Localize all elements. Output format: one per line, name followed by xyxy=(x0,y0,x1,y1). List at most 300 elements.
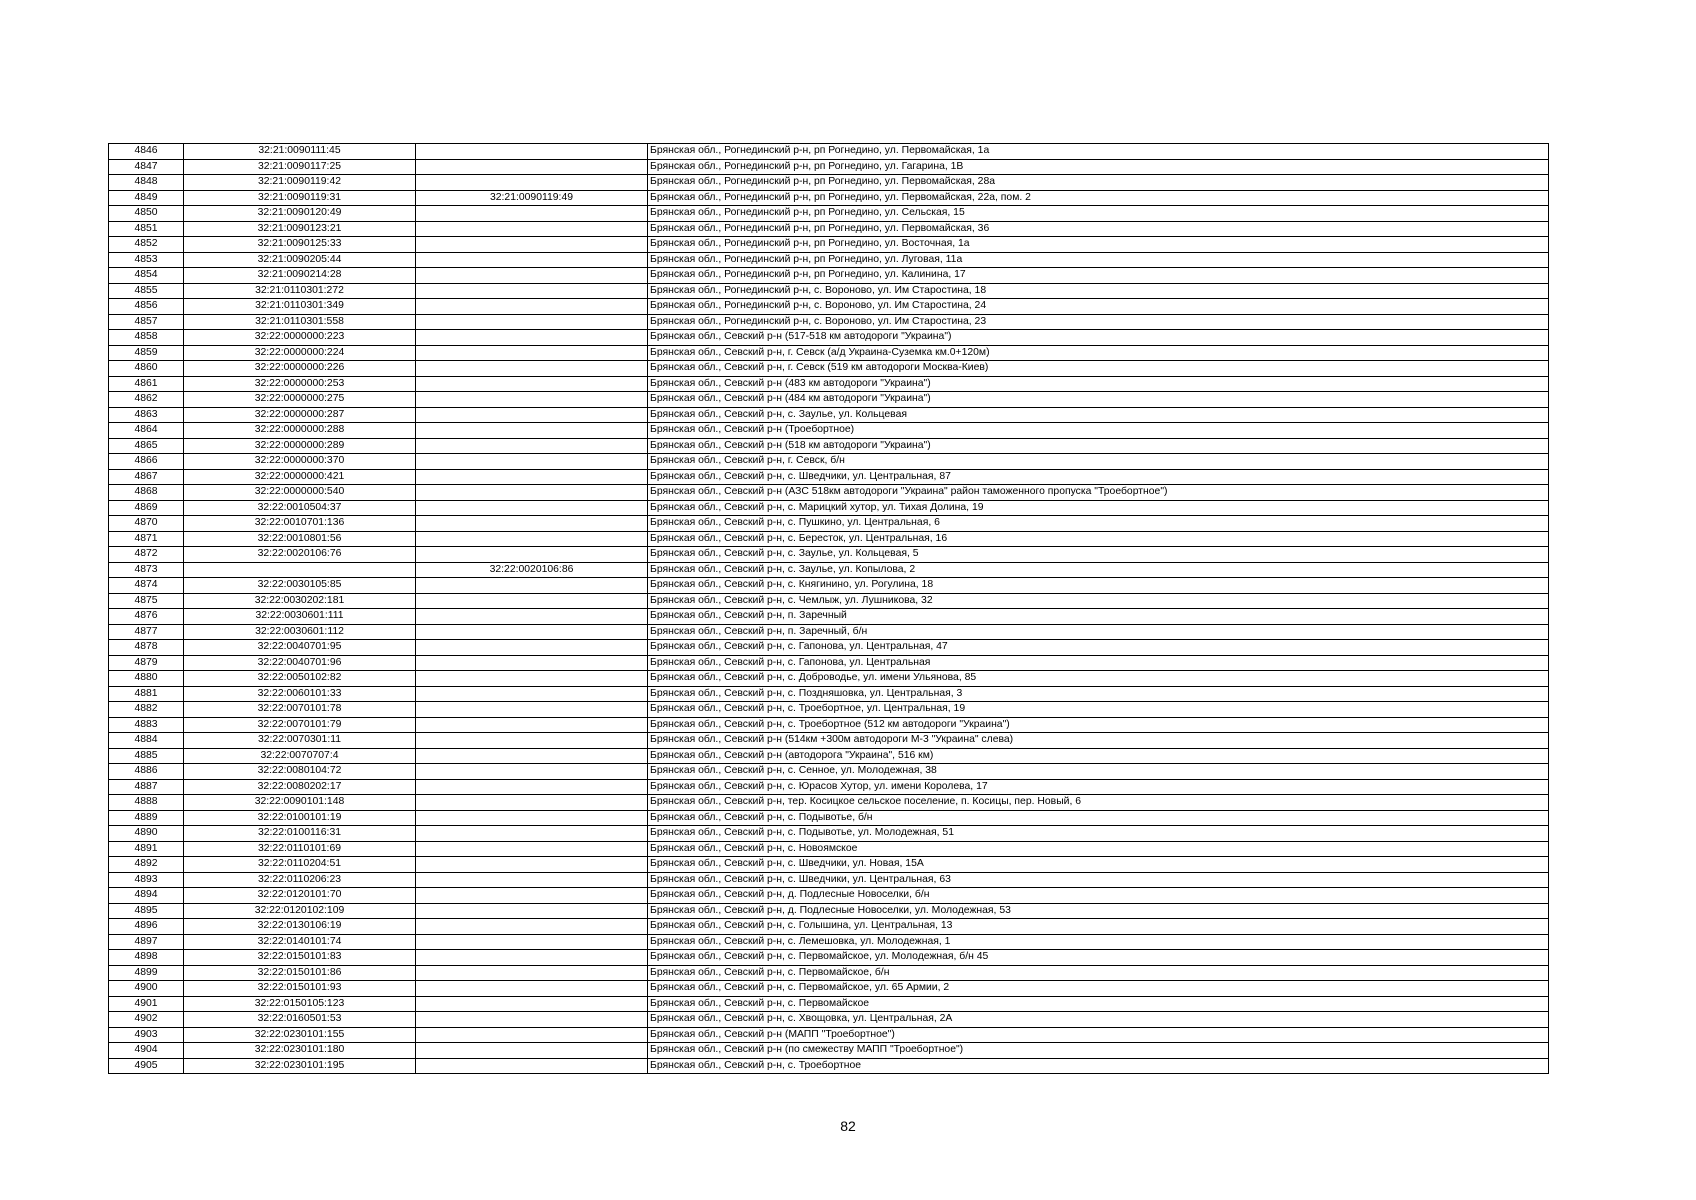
table-row xyxy=(109,857,1549,873)
table-row xyxy=(109,159,1549,175)
linked-cadastral-number-cell xyxy=(416,283,648,299)
cadastral-number-cell: 32:21:0090205:44 xyxy=(184,252,416,268)
cadastral-number-cell: 32:21:0110301:272 xyxy=(184,283,416,299)
table-row xyxy=(109,671,1549,687)
cadastral-number-cell: 32:22:0030105:85 xyxy=(184,578,416,594)
cadastral-number-cell: 32:22:0230101:195 xyxy=(184,1058,416,1074)
linked-cadastral-number-cell xyxy=(416,454,648,470)
linked-cadastral-number-cell xyxy=(416,888,648,904)
row-number-cell: 4862 xyxy=(109,392,184,408)
linked-cadastral-number-cell xyxy=(416,330,648,346)
table-row xyxy=(109,795,1549,811)
linked-cadastral-number-cell xyxy=(416,795,648,811)
cadastral-number-cell: 32:22:0130106:19 xyxy=(184,919,416,935)
cadastral-number-cell: 32:22:0030601:112 xyxy=(184,624,416,640)
table-row xyxy=(109,454,1549,470)
cadastral-number-cell: 32:22:0000000:226 xyxy=(184,361,416,377)
address-cell: Брянская обл., Севский р-н, с. Гапонова, ул. Центральная xyxy=(648,655,1549,671)
table-row xyxy=(109,578,1549,594)
linked-cadastral-number-cell xyxy=(416,175,648,191)
cadastral-number-cell: 32:22:0010701:136 xyxy=(184,516,416,532)
linked-cadastral-number-cell xyxy=(416,919,648,935)
row-number-cell: 4891 xyxy=(109,841,184,857)
table-row xyxy=(109,1012,1549,1028)
row-number-cell: 4888 xyxy=(109,795,184,811)
linked-cadastral-number-cell xyxy=(416,779,648,795)
table-row xyxy=(109,268,1549,284)
table-row xyxy=(109,779,1549,795)
table-row xyxy=(109,903,1549,919)
address-cell: Брянская обл., Рогнединский р-н, рп Рогнедино, ул. Калинина, 17 xyxy=(648,268,1549,284)
linked-cadastral-number-cell xyxy=(416,655,648,671)
linked-cadastral-number-cell xyxy=(416,159,648,175)
row-number-cell: 4878 xyxy=(109,640,184,656)
cadastral-number-cell: 32:22:0110101:69 xyxy=(184,841,416,857)
row-number-cell: 4863 xyxy=(109,407,184,423)
cadastral-number-cell: 32:22:0120102:109 xyxy=(184,903,416,919)
address-cell: Брянская обл., Рогнединский р-н, с. Вороново, ул. Им Старостина, 24 xyxy=(648,299,1549,315)
table-row xyxy=(109,981,1549,997)
row-number-cell: 4847 xyxy=(109,159,184,175)
table-row xyxy=(109,299,1549,315)
linked-cadastral-number-cell xyxy=(416,1043,648,1059)
row-number-cell: 4870 xyxy=(109,516,184,532)
address-cell: Брянская обл., Рогнединский р-н, с. Вороново, ул. Им Старостина, 23 xyxy=(648,314,1549,330)
linked-cadastral-number-cell xyxy=(416,345,648,361)
row-number-cell: 4851 xyxy=(109,221,184,237)
linked-cadastral-number-cell xyxy=(416,965,648,981)
row-number-cell: 4896 xyxy=(109,919,184,935)
cadastral-number-cell: 32:22:0000000:370 xyxy=(184,454,416,470)
row-number-cell: 4873 xyxy=(109,562,184,578)
linked-cadastral-number-cell xyxy=(416,950,648,966)
cadastral-number-cell: 32:22:0000000:223 xyxy=(184,330,416,346)
linked-cadastral-number-cell xyxy=(416,407,648,423)
address-cell: Брянская обл., Севский р-н (517-518 км автодороги "Украина") xyxy=(648,330,1549,346)
table-row xyxy=(109,516,1549,532)
address-cell: Брянская обл., Севский р-н, с. Хвощовка, ул. Центральная, 2А xyxy=(648,1012,1549,1028)
linked-cadastral-number-cell xyxy=(416,547,648,563)
address-cell: Брянская обл., Севский р-н, с. Шведчики, ул. Центральная, 63 xyxy=(648,872,1549,888)
address-cell: Брянская обл., Севский р-н, с. Шведчики, ул. Центральная, 87 xyxy=(648,469,1549,485)
address-cell: Брянская обл., Севский р-н, с. Подывотье, ул. Молодежная, 51 xyxy=(648,826,1549,842)
cadastral-number-cell: 32:22:0230101:180 xyxy=(184,1043,416,1059)
linked-cadastral-number-cell xyxy=(416,252,648,268)
row-number-cell: 4900 xyxy=(109,981,184,997)
cadastral-number-cell: 32:21:0090119:42 xyxy=(184,175,416,191)
linked-cadastral-number-cell xyxy=(416,531,648,547)
address-cell: Брянская обл., Севский р-н, тер. Косицкое сельское поселение, п. Косицы, пер. Новый, 6 xyxy=(648,795,1549,811)
address-cell: Брянская обл., Севский р-н (автодорога "Украина", 516 км) xyxy=(648,748,1549,764)
row-number-cell: 4871 xyxy=(109,531,184,547)
row-number-cell: 4875 xyxy=(109,593,184,609)
address-cell: Брянская обл., Севский р-н, с. Первомайское xyxy=(648,996,1549,1012)
cadastral-number-cell: 32:22:0040701:96 xyxy=(184,655,416,671)
address-cell: Брянская обл., Севский р-н, с. Доброводье, ул. имени Ульянова, 85 xyxy=(648,671,1549,687)
table-row xyxy=(109,888,1549,904)
row-number-cell: 4860 xyxy=(109,361,184,377)
row-number-cell: 4882 xyxy=(109,702,184,718)
table-row xyxy=(109,345,1549,361)
table-row xyxy=(109,485,1549,501)
row-number-cell: 4889 xyxy=(109,810,184,826)
address-cell: Брянская обл., Севский р-н, с. Пушкино, ул. Центральная, 6 xyxy=(648,516,1549,532)
address-cell: Брянская обл., Рогнединский р-н, рп Рогнедино, ул. Первомайская, 28а xyxy=(648,175,1549,191)
address-cell: Брянская обл., Севский р-н, с. Сенное, ул. Молодежная, 38 xyxy=(648,764,1549,780)
linked-cadastral-number-cell xyxy=(416,609,648,625)
row-number-cell: 4854 xyxy=(109,268,184,284)
address-cell: Брянская обл., Рогнединский р-н, рп Рогнедино, ул. Первомайская, 22а, пом. 2 xyxy=(648,190,1549,206)
cadastral-number-cell: 32:22:0150101:83 xyxy=(184,950,416,966)
address-cell: Брянская обл., Севский р-н, г. Севск (519 км автодороги Москва-Киев) xyxy=(648,361,1549,377)
row-number-cell: 4883 xyxy=(109,717,184,733)
table-row xyxy=(109,872,1549,888)
cadastral-number-cell: 32:21:0090123:21 xyxy=(184,221,416,237)
row-number-cell: 4856 xyxy=(109,299,184,315)
table-row xyxy=(109,686,1549,702)
address-cell: Брянская обл., Севский р-н, с. Первомайское, б/н xyxy=(648,965,1549,981)
address-cell: Брянская обл., Севский р-н, с. Лемешовка, ул. Молодежная, 1 xyxy=(648,934,1549,950)
address-cell: Брянская обл., Севский р-н, д. Подлесные Новоселки, б/н xyxy=(648,888,1549,904)
linked-cadastral-number-cell xyxy=(416,996,648,1012)
linked-cadastral-number-cell xyxy=(416,826,648,842)
row-number-cell: 4869 xyxy=(109,500,184,516)
cadastral-number-cell xyxy=(184,562,416,578)
row-number-cell: 4884 xyxy=(109,733,184,749)
row-number-cell: 4865 xyxy=(109,438,184,454)
cadastral-number-cell: 32:22:0070707:4 xyxy=(184,748,416,764)
table-row xyxy=(109,748,1549,764)
address-cell: Брянская обл., Рогнединский р-н, рп Рогнедино, ул. Восточная, 1а xyxy=(648,237,1549,253)
cadastral-number-cell: 32:22:0010504:37 xyxy=(184,500,416,516)
table-row xyxy=(109,547,1549,563)
table-row xyxy=(109,717,1549,733)
table-row xyxy=(109,919,1549,935)
page-number: 82 xyxy=(840,1118,856,1134)
row-number-cell: 4857 xyxy=(109,314,184,330)
table-row xyxy=(109,934,1549,950)
table-row xyxy=(109,190,1549,206)
table-row xyxy=(109,609,1549,625)
linked-cadastral-number-cell xyxy=(416,299,648,315)
table-row xyxy=(109,562,1549,578)
address-cell: Брянская обл., Севский р-н, п. Заречный, б/н xyxy=(648,624,1549,640)
table-row xyxy=(109,252,1549,268)
linked-cadastral-number-cell: 32:22:0020106:86 xyxy=(416,562,648,578)
row-number-cell: 4877 xyxy=(109,624,184,640)
linked-cadastral-number-cell xyxy=(416,268,648,284)
table-row xyxy=(109,996,1549,1012)
address-cell: Брянская обл., Севский р-н, с. Голышина, ул. Центральная, 13 xyxy=(648,919,1549,935)
cadastral-number-cell: 32:22:0030202:181 xyxy=(184,593,416,609)
linked-cadastral-number-cell xyxy=(416,392,648,408)
table-row xyxy=(109,733,1549,749)
address-cell: Брянская обл., Севский р-н, с. Юрасов Хутор, ул. имени Королева, 17 xyxy=(648,779,1549,795)
address-cell: Брянская обл., Рогнединский р-н, рп Рогнедино, ул. Первомайская, 36 xyxy=(648,221,1549,237)
linked-cadastral-number-cell xyxy=(416,438,648,454)
address-cell: Брянская обл., Севский р-н, с. Первомайское, ул. Молодежная, б/н 45 xyxy=(648,950,1549,966)
row-number-cell: 4866 xyxy=(109,454,184,470)
row-number-cell: 4901 xyxy=(109,996,184,1012)
row-number-cell: 4876 xyxy=(109,609,184,625)
cadastral-number-cell: 32:22:0020106:76 xyxy=(184,547,416,563)
cadastral-number-cell: 32:22:0080202:17 xyxy=(184,779,416,795)
cadastral-number-cell: 32:22:0160501:53 xyxy=(184,1012,416,1028)
linked-cadastral-number-cell xyxy=(416,857,648,873)
cadastral-number-cell: 32:21:0110301:558 xyxy=(184,314,416,330)
linked-cadastral-number-cell xyxy=(416,1058,648,1074)
row-number-cell: 4861 xyxy=(109,376,184,392)
linked-cadastral-number-cell xyxy=(416,671,648,687)
cadastral-number-cell: 32:22:0140101:74 xyxy=(184,934,416,950)
cadastral-number-cell: 32:21:0090111:45 xyxy=(184,144,416,160)
cadastral-number-cell: 32:21:0090119:31 xyxy=(184,190,416,206)
table-row xyxy=(109,593,1549,609)
address-cell: Брянская обл., Севский р-н (АЗС 518км автодороги "Украина" район таможенного пропуска "Троебортное") xyxy=(648,485,1549,501)
table-row xyxy=(109,144,1549,160)
linked-cadastral-number-cell xyxy=(416,702,648,718)
address-cell: Брянская обл., Севский р-н, с. Заулье, ул. Кольцевая, 5 xyxy=(648,547,1549,563)
row-number-cell: 4858 xyxy=(109,330,184,346)
cadastral-number-cell: 32:22:0000000:289 xyxy=(184,438,416,454)
cadastral-number-cell: 32:22:0040701:95 xyxy=(184,640,416,656)
row-number-cell: 4902 xyxy=(109,1012,184,1028)
linked-cadastral-number-cell xyxy=(416,423,648,439)
cadastral-number-cell: 32:22:0120101:70 xyxy=(184,888,416,904)
row-number-cell: 4849 xyxy=(109,190,184,206)
address-cell: Брянская обл., Севский р-н, п. Заречный xyxy=(648,609,1549,625)
address-cell: Брянская обл., Рогнединский р-н, с. Вороново, ул. Им Старостина, 18 xyxy=(648,283,1549,299)
cadastral-number-cell: 32:22:0000000:287 xyxy=(184,407,416,423)
linked-cadastral-number-cell xyxy=(416,361,648,377)
linked-cadastral-number-cell: 32:21:0090119:49 xyxy=(416,190,648,206)
table-row xyxy=(109,1027,1549,1043)
linked-cadastral-number-cell xyxy=(416,206,648,222)
table-row xyxy=(109,314,1549,330)
row-number-cell: 4846 xyxy=(109,144,184,160)
linked-cadastral-number-cell xyxy=(416,934,648,950)
table-row xyxy=(109,438,1549,454)
row-number-cell: 4887 xyxy=(109,779,184,795)
linked-cadastral-number-cell xyxy=(416,237,648,253)
table-row xyxy=(109,423,1549,439)
address-cell: Брянская обл., Севский р-н (МАПП "Троебортное") xyxy=(648,1027,1549,1043)
row-number-cell: 4853 xyxy=(109,252,184,268)
linked-cadastral-number-cell xyxy=(416,624,648,640)
table-row xyxy=(109,376,1549,392)
address-cell: Брянская обл., Севский р-н (483 км автодороги "Украина") xyxy=(648,376,1549,392)
table-row xyxy=(109,764,1549,780)
table-row xyxy=(109,640,1549,656)
cadastral-number-cell: 32:22:0000000:421 xyxy=(184,469,416,485)
linked-cadastral-number-cell xyxy=(416,469,648,485)
address-cell: Брянская обл., Севский р-н, с. Шведчики, ул. Новая, 15А xyxy=(648,857,1549,873)
row-number-cell: 4894 xyxy=(109,888,184,904)
row-number-cell: 4885 xyxy=(109,748,184,764)
table-row xyxy=(109,950,1549,966)
cadastral-number-cell: 32:22:0000000:275 xyxy=(184,392,416,408)
cadastral-number-cell: 32:22:0110206:23 xyxy=(184,872,416,888)
row-number-cell: 4898 xyxy=(109,950,184,966)
linked-cadastral-number-cell xyxy=(416,516,648,532)
row-number-cell: 4892 xyxy=(109,857,184,873)
row-number-cell: 4874 xyxy=(109,578,184,594)
row-number-cell: 4905 xyxy=(109,1058,184,1074)
cadastral-number-cell: 32:22:0150101:86 xyxy=(184,965,416,981)
row-number-cell: 4879 xyxy=(109,655,184,671)
address-cell: Брянская обл., Севский р-н (484 км автодороги "Украина") xyxy=(648,392,1549,408)
row-number-cell: 4864 xyxy=(109,423,184,439)
row-number-cell: 4868 xyxy=(109,485,184,501)
cadastral-number-cell: 32:22:0150101:93 xyxy=(184,981,416,997)
table-row xyxy=(109,361,1549,377)
row-number-cell: 4890 xyxy=(109,826,184,842)
row-number-cell: 4899 xyxy=(109,965,184,981)
linked-cadastral-number-cell xyxy=(416,376,648,392)
table-row xyxy=(109,206,1549,222)
table-row xyxy=(109,1058,1549,1074)
cadastral-number-cell: 32:22:0070101:79 xyxy=(184,717,416,733)
row-number-cell: 4850 xyxy=(109,206,184,222)
linked-cadastral-number-cell xyxy=(416,764,648,780)
row-number-cell: 4893 xyxy=(109,872,184,888)
address-cell: Брянская обл., Севский р-н, с. Заулье, ул. Копылова, 2 xyxy=(648,562,1549,578)
address-cell: Брянская обл., Рогнединский р-н, рп Рогнедино, ул. Сельская, 15 xyxy=(648,206,1549,222)
cadastral-number-cell: 32:22:0060101:33 xyxy=(184,686,416,702)
linked-cadastral-number-cell xyxy=(416,144,648,160)
address-cell: Брянская обл., Севский р-н, с. Новоямское xyxy=(648,841,1549,857)
row-number-cell: 4880 xyxy=(109,671,184,687)
row-number-cell: 4855 xyxy=(109,283,184,299)
linked-cadastral-number-cell xyxy=(416,500,648,516)
cadastral-number-cell: 32:21:0090120:49 xyxy=(184,206,416,222)
address-cell: Брянская обл., Севский р-н, с. Бересток, ул. Центральная, 16 xyxy=(648,531,1549,547)
cadastral-number-cell: 32:22:0000000:253 xyxy=(184,376,416,392)
linked-cadastral-number-cell xyxy=(416,221,648,237)
table-row xyxy=(109,965,1549,981)
cadastral-number-cell: 32:22:0090101:148 xyxy=(184,795,416,811)
table-row xyxy=(109,810,1549,826)
linked-cadastral-number-cell xyxy=(416,314,648,330)
row-number-cell: 4867 xyxy=(109,469,184,485)
linked-cadastral-number-cell xyxy=(416,748,648,764)
cadastral-number-cell: 32:22:0150105:123 xyxy=(184,996,416,1012)
table-row xyxy=(109,1043,1549,1059)
address-cell: Брянская обл., Севский р-н (514км +300м автодороги М-3 "Украина" слева) xyxy=(648,733,1549,749)
row-number-cell: 4859 xyxy=(109,345,184,361)
linked-cadastral-number-cell xyxy=(416,841,648,857)
row-number-cell: 4886 xyxy=(109,764,184,780)
linked-cadastral-number-cell xyxy=(416,686,648,702)
linked-cadastral-number-cell xyxy=(416,1012,648,1028)
row-number-cell: 4895 xyxy=(109,903,184,919)
cadastral-number-cell: 32:22:0070101:78 xyxy=(184,702,416,718)
registry-table-body xyxy=(109,144,1549,1074)
row-number-cell: 4904 xyxy=(109,1043,184,1059)
cadastral-number-cell: 32:22:0070301:11 xyxy=(184,733,416,749)
linked-cadastral-number-cell xyxy=(416,1027,648,1043)
linked-cadastral-number-cell xyxy=(416,578,648,594)
table-row xyxy=(109,826,1549,842)
cadastral-number-cell: 32:21:0110301:349 xyxy=(184,299,416,315)
linked-cadastral-number-cell xyxy=(416,717,648,733)
table-row xyxy=(109,392,1549,408)
table-row xyxy=(109,283,1549,299)
address-cell: Брянская обл., Рогнединский р-н, рп Рогнедино, ул. Луговая, 11а xyxy=(648,252,1549,268)
address-cell: Брянская обл., Севский р-н (Троебортное) xyxy=(648,423,1549,439)
address-cell: Брянская обл., Рогнединский р-н, рп Рогнедино, ул. Первомайская, 1а xyxy=(648,144,1549,160)
linked-cadastral-number-cell xyxy=(416,810,648,826)
cadastral-number-cell: 32:22:0000000:224 xyxy=(184,345,416,361)
cadastral-number-cell: 32:22:0100101:19 xyxy=(184,810,416,826)
cadastral-number-cell: 32:22:0230101:155 xyxy=(184,1027,416,1043)
table-row xyxy=(109,469,1549,485)
cadastral-number-cell: 32:22:0010801:56 xyxy=(184,531,416,547)
address-cell: Брянская обл., Севский р-н (518 км автодороги "Украина") xyxy=(648,438,1549,454)
table-row xyxy=(109,175,1549,191)
address-cell: Брянская обл., Севский р-н, с. Марицкий хутор, ул. Тихая Долина, 19 xyxy=(648,500,1549,516)
cadastral-number-cell: 32:22:0050102:82 xyxy=(184,671,416,687)
table-row xyxy=(109,531,1549,547)
linked-cadastral-number-cell xyxy=(416,640,648,656)
linked-cadastral-number-cell xyxy=(416,872,648,888)
address-cell: Брянская обл., Севский р-н, г. Севск, б/н xyxy=(648,454,1549,470)
cadastral-number-cell: 32:21:0090214:28 xyxy=(184,268,416,284)
row-number-cell: 4881 xyxy=(109,686,184,702)
address-cell: Брянская обл., Севский р-н, д. Подлесные Новоселки, ул. Молодежная, 53 xyxy=(648,903,1549,919)
cadastral-number-cell: 32:22:0100116:31 xyxy=(184,826,416,842)
address-cell: Брянская обл., Севский р-н, с. Поздняшовка, ул. Центральная, 3 xyxy=(648,686,1549,702)
address-cell: Брянская обл., Севский р-н, с. Первомайское, ул. 65 Армии, 2 xyxy=(648,981,1549,997)
linked-cadastral-number-cell xyxy=(416,733,648,749)
linked-cadastral-number-cell xyxy=(416,903,648,919)
table-row xyxy=(109,500,1549,516)
linked-cadastral-number-cell xyxy=(416,981,648,997)
table-row xyxy=(109,407,1549,423)
address-cell: Брянская обл., Севский р-н, с. Княгинино, ул. Рогулина, 18 xyxy=(648,578,1549,594)
cadastral-number-cell: 32:22:0080104:72 xyxy=(184,764,416,780)
row-number-cell: 4852 xyxy=(109,237,184,253)
linked-cadastral-number-cell xyxy=(416,593,648,609)
linked-cadastral-number-cell xyxy=(416,485,648,501)
registry-table xyxy=(108,143,1549,1074)
address-cell: Брянская обл., Севский р-н, с. Гапонова, ул. Центральная, 47 xyxy=(648,640,1549,656)
address-cell: Брянская обл., Севский р-н, с. Троебортное (512 км автодороги "Украина") xyxy=(648,717,1549,733)
address-cell: Брянская обл., Севский р-н, с. Чемлыж, ул. Лушникова, 32 xyxy=(648,593,1549,609)
table-row xyxy=(109,702,1549,718)
row-number-cell: 4872 xyxy=(109,547,184,563)
address-cell: Брянская обл., Севский р-н, с. Заулье, ул. Кольцевая xyxy=(648,407,1549,423)
cadastral-number-cell: 32:21:0090117:25 xyxy=(184,159,416,175)
address-cell: Брянская обл., Севский р-н, с. Троебортное xyxy=(648,1058,1549,1074)
row-number-cell: 4848 xyxy=(109,175,184,191)
table-row xyxy=(109,330,1549,346)
cadastral-number-cell: 32:22:0030601:111 xyxy=(184,609,416,625)
table-row xyxy=(109,221,1549,237)
address-cell: Брянская обл., Севский р-н, с. Троебортное, ул. Центральная, 19 xyxy=(648,702,1549,718)
address-cell: Брянская обл., Севский р-н, с. Подывотье, б/н xyxy=(648,810,1549,826)
table-row xyxy=(109,237,1549,253)
table-row xyxy=(109,841,1549,857)
address-cell: Брянская обл., Рогнединский р-н, рп Рогнедино, ул. Гагарина, 1В xyxy=(648,159,1549,175)
table-row xyxy=(109,624,1549,640)
address-cell: Брянская обл., Севский р-н, г. Севск (а/д Украина-Суземка км.0+120м) xyxy=(648,345,1549,361)
table-row xyxy=(109,655,1549,671)
row-number-cell: 4897 xyxy=(109,934,184,950)
cadastral-number-cell: 32:22:0000000:288 xyxy=(184,423,416,439)
cadastral-number-cell: 32:22:0000000:540 xyxy=(184,485,416,501)
row-number-cell: 4903 xyxy=(109,1027,184,1043)
